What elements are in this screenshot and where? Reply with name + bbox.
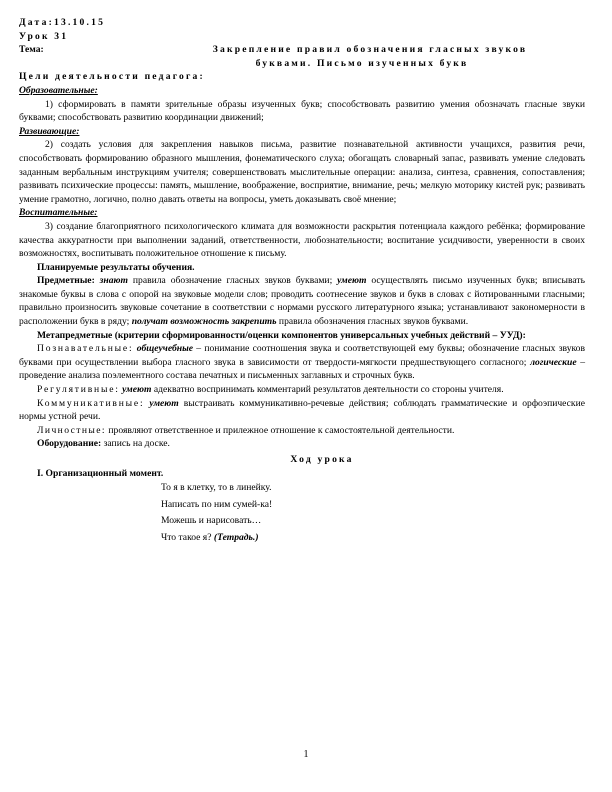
cognitive-label: Познавательные:	[37, 343, 134, 355]
equipment-text: запись на доске.	[101, 438, 170, 450]
poem-line: Можешь и нарисовать…	[161, 515, 262, 527]
upbringing-label: Воспитательные:	[19, 207, 98, 219]
equipment	[19, 437, 585, 451]
lesson-theme	[19, 43, 585, 57]
poem-line-last	[161, 530, 585, 547]
document-page	[19, 16, 585, 546]
regulative-results	[19, 383, 585, 397]
cognitive-text-1: – понимание соотношения звука и соответствующей ему буквы; обозначение гласных звуков буквами при осуществлении выбора гласного звука в зависимости от твердости-мягкости предшествующего согласного;	[19, 343, 586, 368]
upbringing-text: 3) создание благоприятного психологического климата для возможности раскрытия потенциала каждого ребёнка; формирование качества аккуратности при выполнении заданий, ответственности, любознательности; воспитание усидчивости, уверенности в своих возможностях, воспитывать положительное отношение к письму.	[19, 220, 585, 260]
educational-label: Образовательные:	[19, 84, 98, 96]
cognitive-general: общеучебные	[136, 343, 194, 355]
personal-text: проявляют ответственное и прилежное отношение к самостоятельной деятельности.	[106, 424, 455, 436]
subject-text-2: осуществлять письмо изученных букв; вписывать знакомые буквы в слова с опорой на звуковые модели слов; проводить соотнесение звуков и букв в словах с йотированными гласными; правильно произносить звуковые сочетание в соответствии с нормами русского литературного языка; устанавливают закономерности в расположении букв в ряду;	[19, 275, 585, 328]
theme-line-2: буквами. Письмо изученных букв	[255, 57, 469, 69]
regulative-label: Регулятивные:	[37, 384, 120, 396]
subject-know: знают	[99, 275, 129, 287]
subject-label: Предметные:	[37, 275, 95, 287]
meta-results-title: Метапредметные (критерии сформированности/оценки компонентов универсальных учебных действий – УУД):	[37, 329, 526, 341]
poem-answer: (Тетрадь.)	[213, 531, 259, 543]
poem-line: Что такое я?	[161, 531, 214, 543]
regulative-text: адекватно воспринимать комментарий результатов деятельности со стороны учителя.	[151, 384, 504, 396]
subject-get: получат возможность закрепить	[131, 316, 277, 328]
developmental-text: 2) создать условия для закрепления навыков письма, развитие познавательной активности учащихся, развития речи, способствовать формированию образного мышления, фонематического слуха; обогащать словарный запас, развивать умение следовать заданным вербальным инструкциям учителя; совершенствовать мыслительные операции: анализа, синтеза, сравнения, сопоставления; развивать психические процессы: память, мышление, воображение, восприятие, внимание, речь; мелкую моторику кистей рук; развивать умение грамотно, логично, полно давать ответы на вопросы, уметь доказывать своё мнение;	[19, 139, 585, 205]
personal-label: Личностные:	[37, 424, 106, 436]
subject-results	[19, 274, 585, 328]
theme-label: Тема:	[19, 44, 44, 56]
subject-can: умеют	[337, 275, 367, 287]
equipment-label: Оборудование:	[37, 438, 102, 450]
poem-line: Написать по ним сумей-ка!	[161, 498, 273, 510]
stage-1-title: I. Организационный момент.	[37, 467, 164, 479]
cognitive-text-2: – проведение анализа поэлементного состава печатных и письменных заглавных и строчных букв.	[19, 356, 585, 382]
goals-title: Цели деятельности педагога:	[19, 71, 205, 83]
poem	[161, 480, 585, 546]
subject-text-1: правила обозначение гласных звуков буквами;	[128, 275, 338, 287]
cognitive-results	[19, 342, 585, 383]
lesson-date: Дата:13.10.15	[19, 17, 106, 28]
page-number: 1	[303, 749, 309, 760]
communicative-label: Коммуникативные:	[37, 397, 145, 409]
cognitive-logic: логические	[530, 356, 577, 368]
lesson-number: Урок 31	[19, 30, 69, 42]
developmental-label: Развивающие:	[19, 125, 80, 137]
poem-line: То я в клетку, то в линейку.	[161, 482, 272, 494]
planned-results-title: Планируемые результаты обучения.	[37, 261, 195, 273]
communicative-can: умеют	[149, 397, 179, 409]
communicative-results	[19, 397, 585, 424]
regulative-can: умеют	[122, 384, 152, 396]
educational-text: 1) сформировать в памяти зрительные образы изученных букв; способствовать развитию умения обозначать гласные звуки буквами; способствовать развитию координации движений;	[19, 98, 585, 124]
theme-line-1: Закрепление правил обозначения гласных звуков	[212, 44, 528, 56]
lesson-flow-title: Ход урока	[290, 454, 354, 465]
communicative-text: выстраивать коммуникативно-речевые действия; соблюдать грамматические и орфоэпические нормы устной речи.	[19, 397, 585, 423]
subject-text-3: правила обозначения гласных звуков буквами.	[276, 316, 469, 328]
personal-results	[19, 424, 585, 438]
